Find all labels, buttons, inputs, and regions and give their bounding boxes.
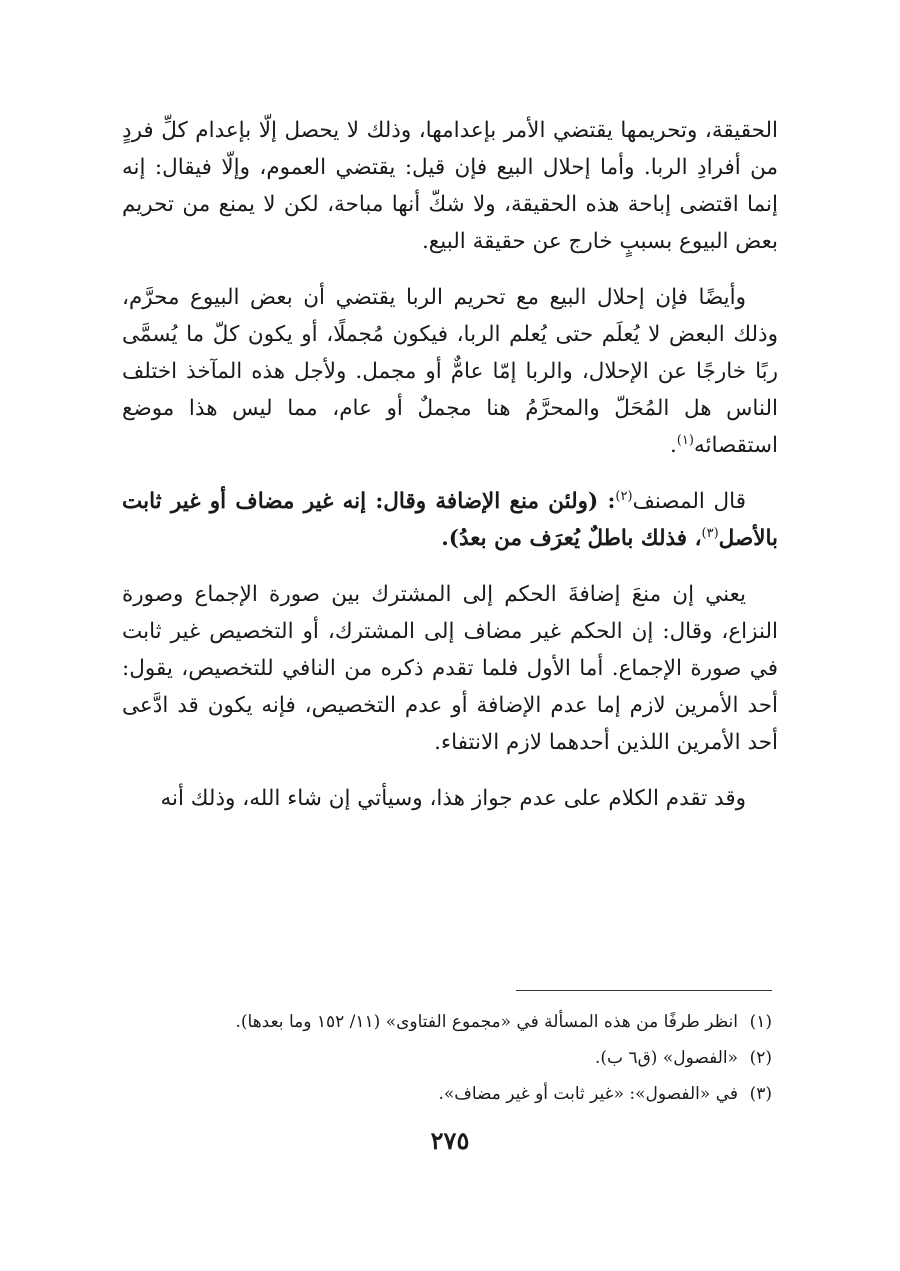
paragraph-1: الحقيقة، وتحريمها يقتضي الأمر بإعدامها، وذلك لا يحصل إلّا بإعدام كلِّ فردٍ من أفرادِ الربا. وأما إحلال البيع فإن قيل: يقتضي العموم، وإلّا فيقال: إنه إنما اقتضى إباحة هذه الحقيقة، ولا شكّ أنها مباحة، لكن لا يمنع من تحريم بعض البيوع بسببٍ خارج عن حقيقة البيع. — [122, 118, 778, 254]
quote-attribution: قال المصنف — [632, 489, 746, 514]
footnote-text: انظر طرفًا من هذه المسألة في «مجموع الفتاوى» (١١/ ١٥٢ وما بعدها). — [235, 1012, 738, 1032]
main-text — [122, 112, 778, 836]
footnote-ref-2[interactable]: (٢) — [615, 488, 633, 504]
paragraph-5: وقد تقدم الكلام على عدم جواز هذا، وسيأتي إن شاء الله، وذلك أنه — [160, 786, 746, 811]
quote-text-part-1: : (ولئن منع الإضافة وقال: إنه غير مضاف أو غير ثابت بالأصل — [122, 489, 778, 551]
footnote-number: (١) — [749, 1012, 772, 1032]
footnote-number: (٢) — [749, 1048, 772, 1068]
footnote-2 — [122, 1040, 772, 1076]
footnote-ref-3[interactable]: (٣) — [701, 525, 719, 541]
paragraph-3-quote — [122, 483, 778, 557]
footnote-ref-1[interactable]: (١) — [676, 432, 694, 448]
quote-text-part-2: ، فذلك باطلٌ يُعرَف من بعدُ). — [441, 526, 702, 551]
paragraph-4: يعني إن منعَ إضافةَ الحكم إلى المشترك بين صورة الإجماع وصورة النزاع، وقال: إن الحكم غير مضاف إلى المشترك، أو التخصيص غير ثابت في صورة الإجماع. أما الأول فلما تقدم ذكره من النافي للتخصيص، يقول: أحد الأمرين لازم إما عدم الإضافة أو عدم التخصيص، فإنه يكون قد ادَّعى أحد الأمرين اللذين أحدهما لازم الانتفاء. — [122, 582, 778, 755]
paragraph-2-text: وأيضًا فإن إحلال البيع مع تحريم الربا يقتضي أن بعض البيوع محرَّم، وذلك البعض لا يُعلَم حتى يُعلم الربا، فيكون مُجملًا، أو يكون كلّ ما يُسمَّى ربًا خارجًا عن الإحلال، والربا إمّا عامٌّ أو مجمل. ولأجل هذه المآخذ اختلف الناس هل المُحَلّ والمحرَّمُ هنا مجملٌ أو عام، مما ليس هذا موضع استقصائه — [122, 285, 778, 458]
footnote-number: (٣) — [749, 1084, 772, 1104]
footnote-1 — [122, 1004, 772, 1040]
paragraph-2-end: . — [669, 433, 677, 458]
footnote-text: «الفصول» (ق٦ ب). — [595, 1048, 738, 1068]
footnote-text: في «الفصول»: «غير ثابت أو غير مضاف». — [438, 1084, 738, 1104]
footnotes — [122, 1004, 772, 1112]
paragraph-2 — [122, 279, 778, 464]
footnote-3 — [122, 1076, 772, 1112]
footnote-separator — [516, 990, 772, 991]
page-number: ٢٧٥ — [430, 1126, 470, 1155]
